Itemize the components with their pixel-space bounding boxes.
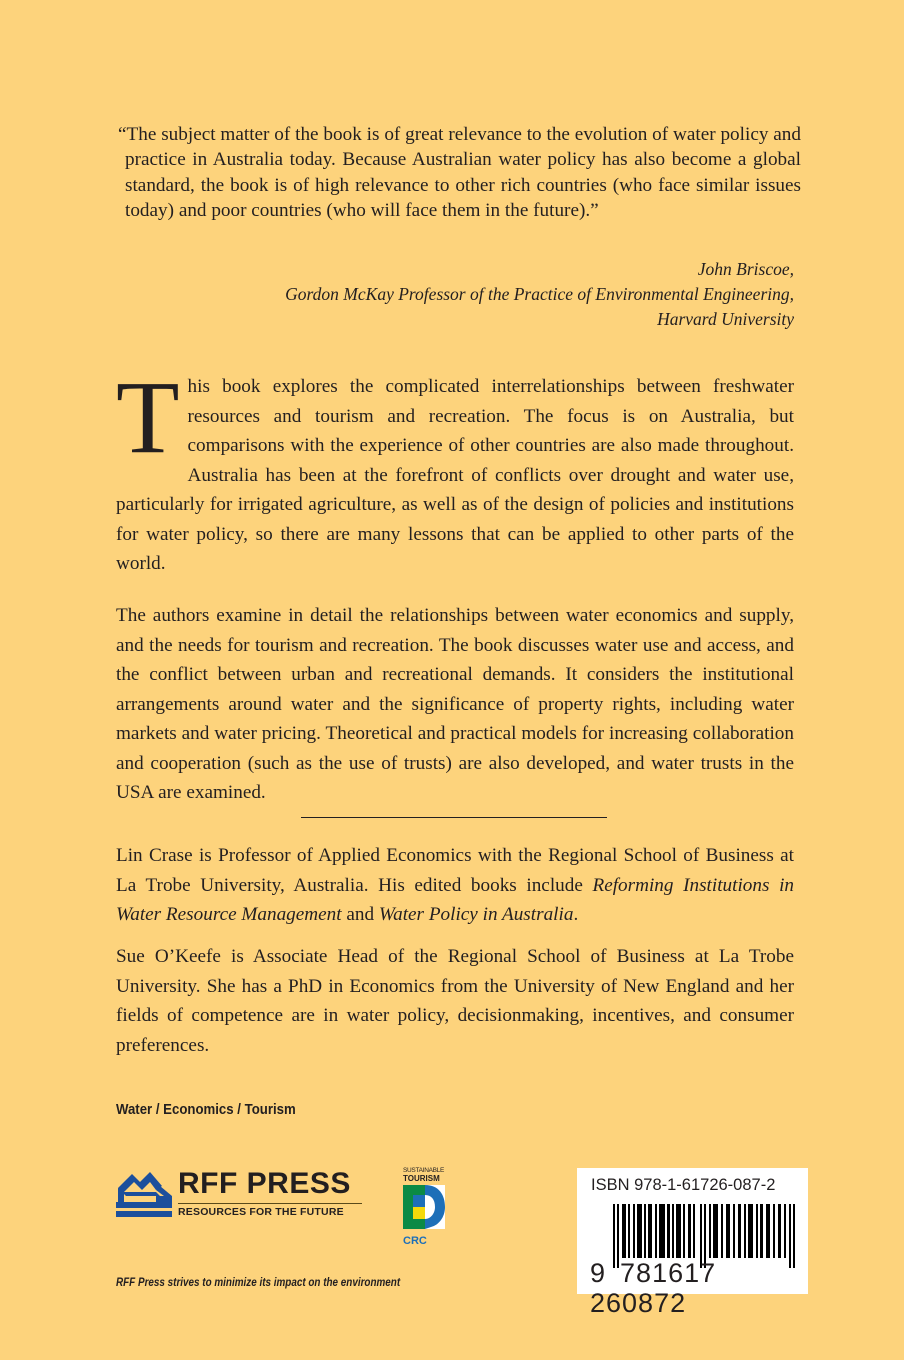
drop-cap: T: [116, 360, 180, 475]
subject-categories: Water / Economics / Tourism: [116, 1101, 296, 1118]
endorser-affiliation: Harvard University: [657, 309, 794, 329]
description-paragraph-1: [116, 360, 794, 579]
rff-press-tagline: RESOURCES FOR THE FUTURE: [178, 1206, 344, 1218]
endorser-title: Gordon McKay Professor of the Practice of Environmental Engineering,: [285, 284, 794, 304]
isbn-barcode-box: [577, 1168, 808, 1318]
bio1-text: Lin Crase is Professor of Applied Economics with the Regional School of Business at La Trobe University, Australia. His edited books include: [116, 845, 794, 896]
endorser-name: John Briscoe,: [697, 259, 794, 279]
author-bio-lin-crase: [116, 841, 794, 930]
book-title-reforming-institutions: Reforming Institutions in Water Resource Management: [116, 874, 794, 925]
crc-emblem-icon: [403, 1185, 445, 1229]
crc-line-3: CRC: [403, 1235, 427, 1247]
bio1-conjunction: and: [341, 904, 379, 925]
isbn-barcode-digits: [590, 1258, 808, 1318]
crc-line-2: TOURISM: [403, 1174, 440, 1183]
crc-line-1: SUSTAINABLE: [403, 1167, 445, 1174]
author-bio-sue-okeefe: Sue O’Keefe is Associate Head of the Regional School of Business at La Trobe University. She has a PhD in Economics from the University of New England and her fields of competence are in water policy, decisionmaking, incentives, and consumer preferences.: [116, 946, 794, 1056]
endorsement-quote: “The subject matter of the book is of great relevance to the evolution of water policy and practice in Australia today. Because Australian water policy has also become a global standard, the book is of high relevance to other rich countries (who face similar issues today) and poor countries (who will face them in the future).”: [118, 124, 801, 222]
book-title-water-policy: Water Policy in Australia: [378, 904, 574, 925]
isbn-label: ISBN 978-1-61726-087-2: [591, 1176, 776, 1194]
isbn-first-digit: 9: [590, 1258, 607, 1288]
section-divider: [301, 817, 607, 818]
description-paragraph-1-text: his book explores the complicated interrelationships between freshwater resources and tourism and recreation. The focus is on Australia, but comparisons with the experience of other countries are also made throughout. Australia has been at the forefront of conflicts over drought and water use, particularly for irrigated agriculture, as well as of the design of policies and institutions for water policy, so there are many lessons that can be applied to other parts of the world.: [116, 376, 794, 574]
rff-press-logo: [116, 1166, 366, 1222]
endorsement-attribution: [94, 257, 794, 332]
environment-note: RFF Press strives to minimize its impact on the environment: [116, 1277, 401, 1289]
isbn-digit-groups: 781617 260872: [590, 1258, 717, 1318]
description-paragraph-2: The authors examine in detail the relationships between water economics and supply, and the needs for tourism and recreation. The book discusses water use and access, and the conflict between urban and recreational demands. It considers the institutional arrangements around water and the significance of property rights, including water markets and water pricing. Theoretical and practical models for increasing collaboration and cooperation (such as the use of trusts) are also developed, and water trusts in the USA are examined.: [116, 605, 794, 803]
rff-logo-rule: [178, 1203, 362, 1204]
bio1-period: .: [573, 904, 579, 925]
rff-press-wordmark: RFF PRESS: [178, 1167, 351, 1200]
mountain-water-icon: [116, 1166, 172, 1220]
sustainable-tourism-crc-logo: [403, 1167, 449, 1247]
